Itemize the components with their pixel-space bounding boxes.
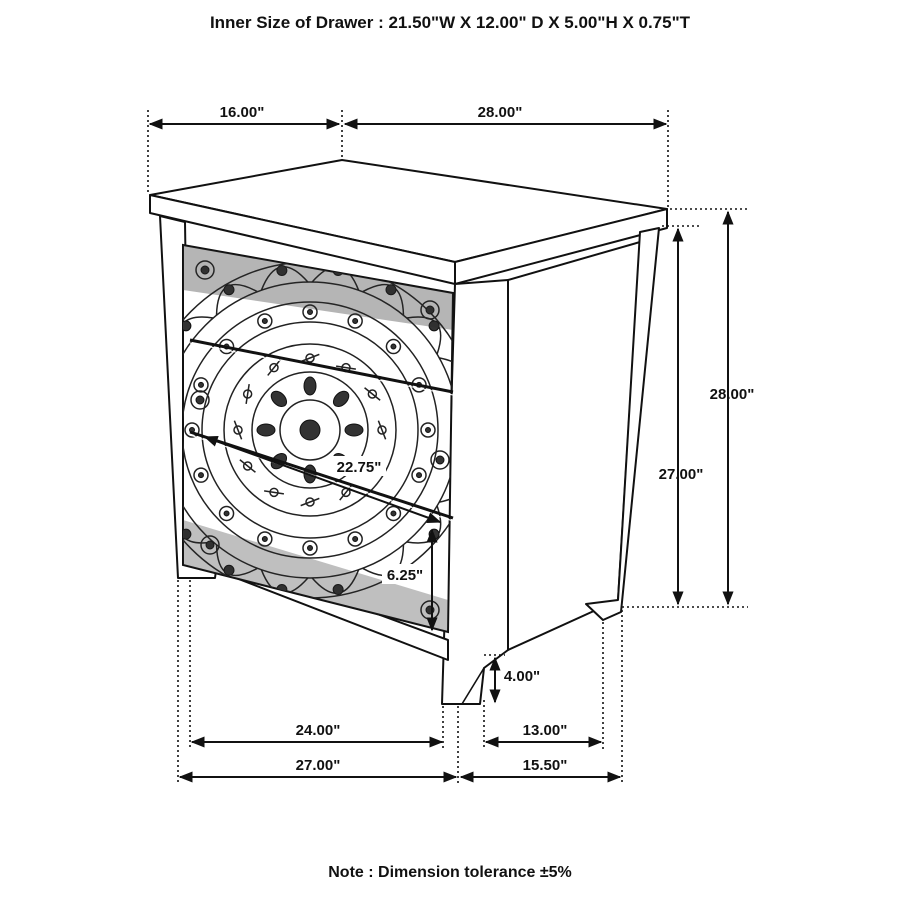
overall-height-label: 28.00" [709, 386, 755, 403]
drawer-height-label: 6.25" [386, 567, 424, 584]
top-depth-label: 16.00" [219, 104, 265, 121]
drawer-inner-size-heading: Inner Size of Drawer : 21.50"W X 12.00" D X 5.00"H X 0.75"T [209, 13, 691, 32]
side-inner-depth-label: 13.00" [522, 722, 568, 739]
leg-height-label: 4.00" [503, 668, 541, 685]
side-outer-depth-label: 15.50" [522, 757, 568, 774]
nightstand-illustration [142, 160, 667, 704]
dimension-tolerance-note: Note : Dimension tolerance ±5% [328, 864, 572, 881]
drawer-width-label: 22.75" [336, 459, 382, 476]
body-height-label: 27.00" [658, 466, 704, 483]
top-width-label: 28.00" [477, 104, 523, 121]
front-outer-width-label: 27.00" [295, 757, 341, 774]
front-inner-width-label: 24.00" [295, 722, 341, 739]
